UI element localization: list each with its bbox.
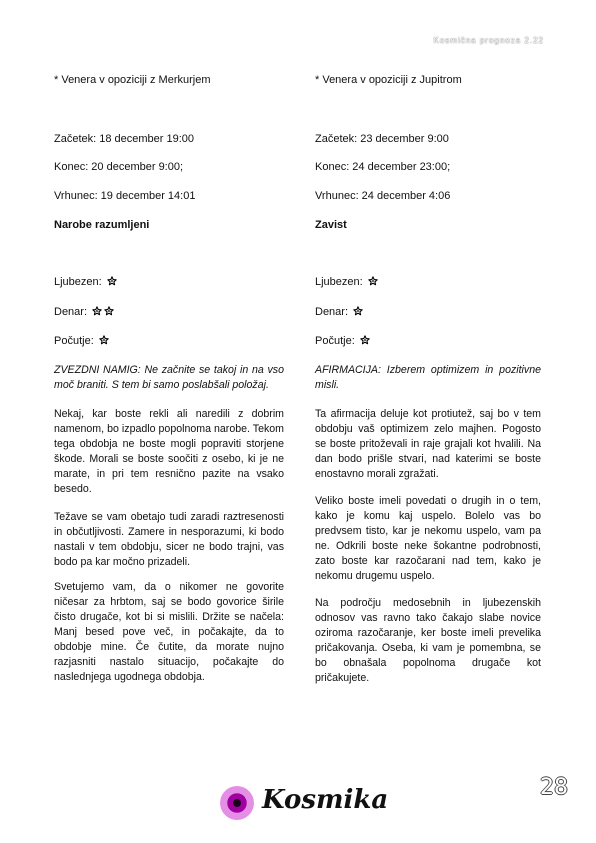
star-rating (366, 276, 378, 288)
right-paragraph-1: Ta afirmacija deluje kot protiutež, saj bo v tem obdobju vaš optimizem zelo majhen. Pogosto se boste pritoževali in raje grajali kot hvalili. Na dan bodo prišle stvari, nad katerimi se boste enostavno morali zgražati. (315, 408, 541, 480)
money-label: Denar: (54, 306, 88, 318)
logo-wordmark: Kosmika (262, 785, 389, 815)
right-end-time: Konec: 24 december 23:00; (315, 161, 451, 173)
left-peak-time: Vrhunec: 19 december 14:01 (54, 190, 196, 202)
love-label: Ljubezen: (315, 276, 363, 288)
star-icon (360, 335, 370, 345)
left-start-time: Začetek: 18 december 19:00 (54, 133, 195, 145)
left-paragraph-2: Težave se vam obetajo tudi zaradi raztresenosti in občutljivosti. Zamere in nesporazumi, ki bodo nastali v tem obdobju, sicer ne bodo trajni, vas bodo pa kar močno prizadeli. (54, 511, 284, 568)
left-title: Narobe razumljeni (54, 219, 150, 231)
right-paragraph-2: Veliko boste imeli povedati o drugih in o tem, kako je komu kaj uspelo. Bolelo vas bo predvsem tisto, kar je nekomu uspelo, vam pa ne. Odkrili boste neke šokantne podrobnosti, zato boste kar razočarani nad tem, kako je nekomu drugemu uspelo. (315, 495, 541, 582)
left-tip: ZVEZDNI NAMIG: Ne začnite se takoj in na vso moč braniti. S tem bi samo poslabšali položaj. (54, 364, 284, 391)
star-icon (99, 335, 109, 345)
star-rating (90, 306, 114, 318)
love-label: Ljubezen: (54, 276, 102, 288)
right-start-time: Začetek: 23 december 9:00 (315, 133, 449, 145)
left-money-rating (54, 306, 114, 318)
left-love-rating (54, 276, 117, 288)
left-paragraph-1: Nekaj, kar boste rekli ali naredili z dobrim namenom, bo izpadlo popolnoma narobe. Tekom tega obdobja ne boste mogli popraviti storjene škode. Morali se boste soočiti z osebo, ki je ne marate, in pri tem resnično pazite na vsako besedo. (54, 408, 284, 495)
right-love-rating (315, 276, 378, 288)
header-mark: Kosmična prognoza 2.22 (433, 36, 544, 45)
feeling-label: Počutje: (54, 335, 94, 347)
right-title: Zavist (315, 219, 347, 231)
left-feeling-rating (54, 335, 109, 347)
right-peak-time: Vrhunec: 24 december 4:06 (315, 190, 451, 202)
right-tip: AFIRMACIJA: Izberem optimizem in pozitivne misli. (315, 364, 541, 391)
star-rating (97, 335, 109, 347)
star-icon (107, 276, 117, 286)
feeling-label: Počutje: (315, 335, 355, 347)
star-icon (92, 306, 102, 316)
money-label: Denar: (315, 306, 349, 318)
right-paragraph-3: Na področju medosebnih in ljubezenskih odnosov vas ravno tako čakajo slabe novice oziroma razočaranje, ker boste imeli prevelika pričakovanja. Oseba, ki vam je pomembna, se bo obnašala popolnoma drugače kot pričakujete. (315, 597, 541, 684)
page-number: 28 (540, 775, 568, 800)
star-rating (351, 306, 363, 318)
right-money-rating (315, 306, 363, 318)
star-rating (105, 276, 117, 288)
star-rating (358, 335, 370, 347)
left-heading: * Venera v opoziciji z Merkurjem (54, 74, 211, 86)
star-icon (353, 306, 363, 316)
left-end-time: Konec: 20 december 9:00; (54, 161, 184, 173)
right-heading: * Venera v opoziciji z Jupitrom (315, 74, 462, 86)
star-icon (104, 306, 114, 316)
star-icon (368, 276, 378, 286)
kosmika-logo (220, 784, 389, 824)
orb-icon (220, 786, 254, 820)
right-feeling-rating (315, 335, 370, 347)
left-paragraph-3: Svetujemo vam, da o nikomer ne govorite ničesar za hrbtom, saj se bodo govorice širile čisto drugače, kot bi si mislili. Držite se načela: Manj besed pove več, in počakajte, da to obdobje mine. Če čutite, da morate nujno razjasniti nastalo situacijo, počakajte do naslednjega ugodnega obdobja. (54, 581, 284, 683)
